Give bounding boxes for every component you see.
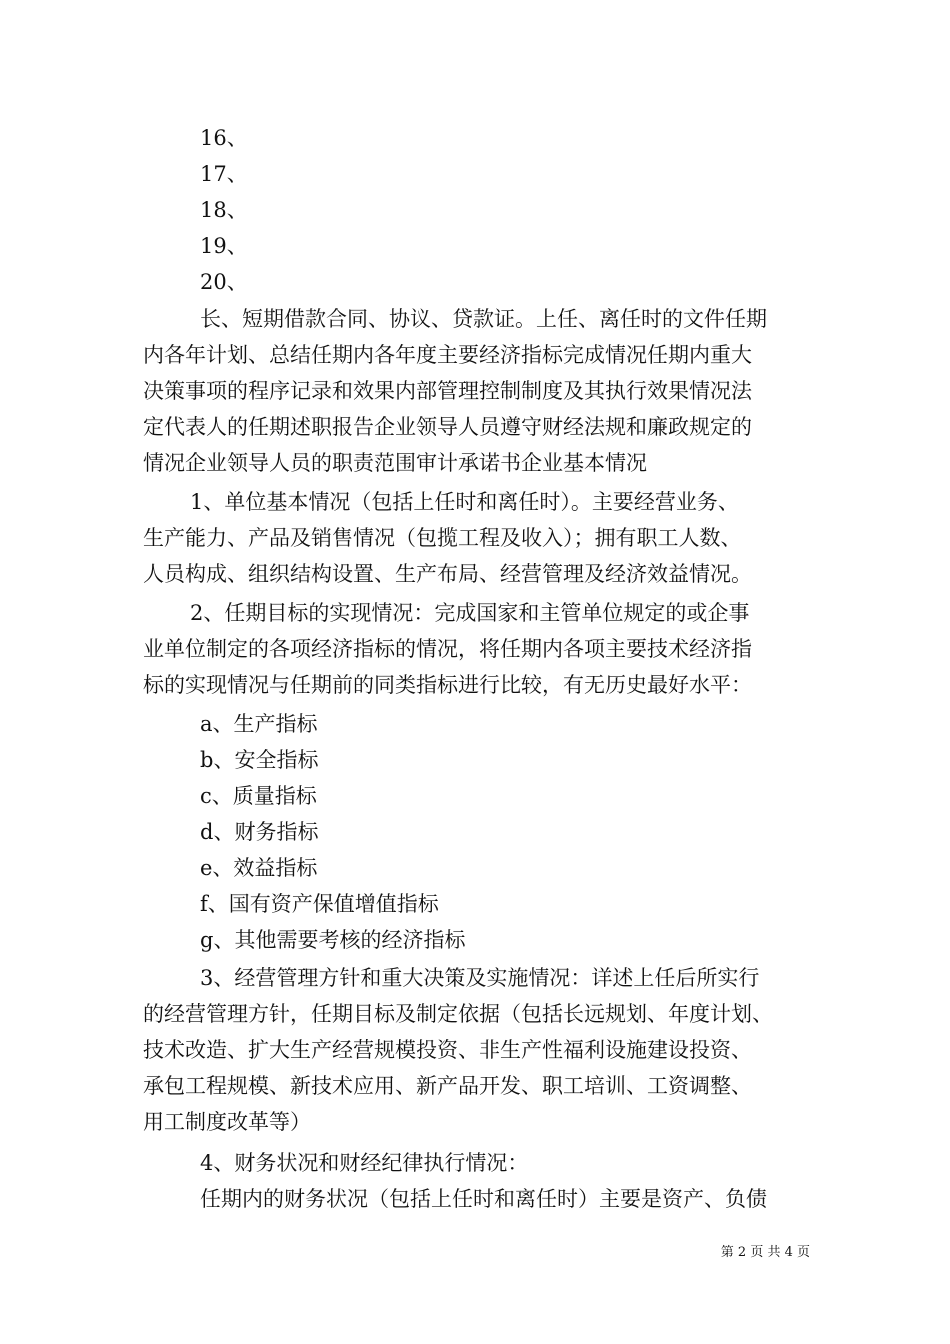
section-2-line: 业单位制定的各项经济指标的情况，将任期内各项主要技术经济指 <box>143 637 752 661</box>
numbered-item-18: 18、 <box>200 198 248 222</box>
indicator-item: b、安全指标 <box>200 748 319 772</box>
documents-paragraph-line: 定代表人的任期述职报告企业领导人员遵守财经法规和廉政规定的 <box>143 415 752 439</box>
indicator-item: g、其他需要考核的经济指标 <box>200 928 466 952</box>
documents-paragraph-line: 决策事项的程序记录和效果内部管理控制制度及其执行效果情况法 <box>143 379 752 403</box>
section-3-line: 用工制度改革等） <box>143 1110 311 1134</box>
section-1-line: 1、单位基本情况（包括上任时和离任时）。主要经营业务、 <box>190 490 739 514</box>
section-4-title: 4、财务状况和财经纪律执行情况： <box>200 1151 529 1175</box>
indicator-item: d、财务指标 <box>200 820 319 844</box>
indicator-item: e、效益指标 <box>200 856 318 880</box>
indicator-item: a、生产指标 <box>200 712 318 736</box>
section-3-line: 3、经营管理方针和重大决策及实施情况：详述上任后所实行 <box>200 966 760 990</box>
numbered-item-20: 20、 <box>200 270 248 294</box>
section-4-body-line: 任期内的财务状况（包括上任时和离任时）主要是资产、负债 <box>200 1187 767 1211</box>
section-2-line: 标的实现情况与任期前的同类指标进行比较，有无历史最好水平： <box>143 673 752 697</box>
section-3-line: 承包工程规模、新技术应用、新产品开发、职工培训、工资调整、 <box>143 1074 752 1098</box>
indicator-item: c、质量指标 <box>200 784 317 808</box>
numbered-item-16: 16、 <box>200 126 248 150</box>
numbered-item-17: 17、 <box>200 162 248 186</box>
documents-paragraph-line: 内各年计划、总结任期内各年度主要经济指标完成情况任期内重大 <box>143 343 752 367</box>
documents-paragraph-line: 情况企业领导人员的职责范围审计承诺书企业基本情况 <box>143 451 647 475</box>
section-3-line: 的经营管理方针，任期目标及制定依据（包括长远规划、年度计划、 <box>143 1002 773 1026</box>
section-1-line: 人员构成、组织结构设置、生产布局、经营管理及经济效益情况。 <box>143 562 752 586</box>
section-3-line: 技术改造、扩大生产经营规模投资、非生产性福利设施建设投资、 <box>143 1038 752 1062</box>
section-1-line: 生产能力、产品及销售情况（包揽工程及收入）；拥有职工人数、 <box>143 526 742 550</box>
numbered-item-19: 19、 <box>200 234 248 258</box>
indicator-item: f、国有资产保值增值指标 <box>200 892 439 916</box>
documents-paragraph-line: 长、短期借款合同、协议、贷款证。上任、离任时的文件任期 <box>200 307 767 331</box>
page-number-footer: 第 2 页 共 4 页 <box>720 1245 810 1260</box>
section-2-line: 2、任期目标的实现情况：完成国家和主管单位规定的或企事 <box>190 601 750 625</box>
